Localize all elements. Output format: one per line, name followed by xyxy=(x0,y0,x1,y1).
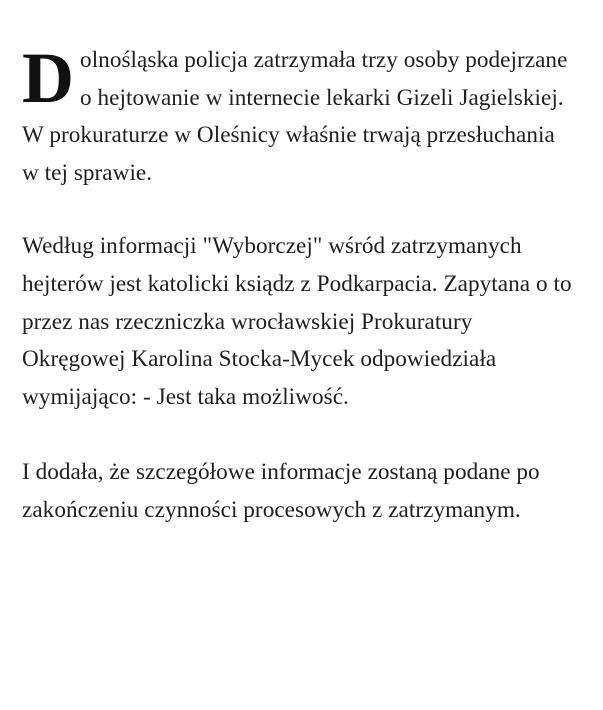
article-paragraph-1 xyxy=(22,38,577,192)
paragraph-1-text: olnośląska policja zatrzymała trzy osoby podejrzane o hejtowanie w internecie lekarki Gizeli Jagielskiej. W prokuraturze w Oleśnicy właśnie trwają przesłuchania w tej sprawie. xyxy=(22,47,568,186)
article-paragraph-3: I dodała, że szczegółowe informacje zostaną podane po zakończeniu czynności procesowych z zatrzymanym. xyxy=(22,459,540,523)
drop-cap: D xyxy=(22,38,75,118)
article-paragraph-2: Według informacji "Wyborczej" wśród zatrzymanych hejterów jest katolicki ksiądz z Podkarpacia. Zapytana o to przez nas rzeczniczka wrocławskiej Prokuratury Okręgowej Karolina Stocka-Mycek odpowiedziała wymijająco: - Jest taka możliwość. xyxy=(22,233,572,410)
